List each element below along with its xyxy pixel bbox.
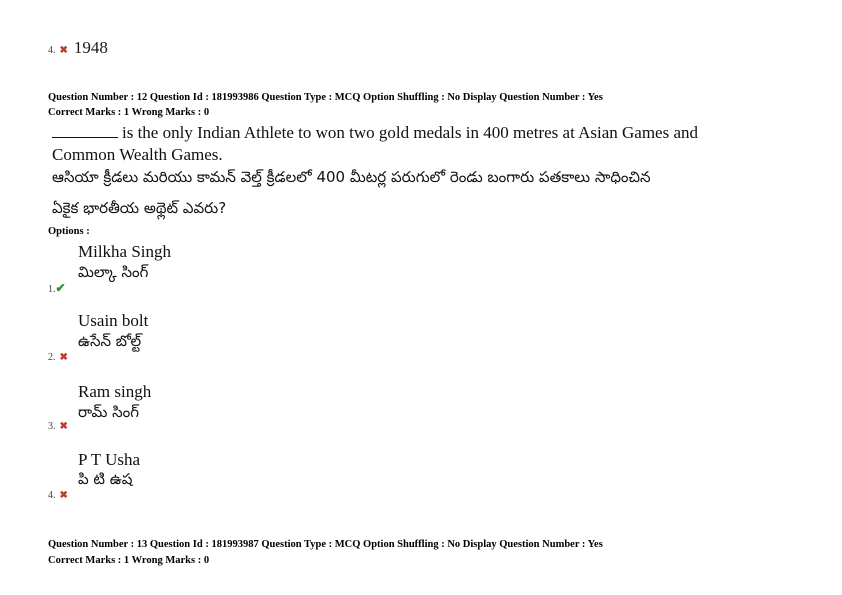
question-marks: Correct Marks : 1 Wrong Marks : 0 (48, 107, 210, 118)
question-text-en-line1: is the only Indian Athlete to won two gold medals in 400 metres at Asian Games and (52, 122, 698, 143)
option-text: 1948 (73, 38, 108, 57)
option-4-en: P T Usha (78, 450, 141, 469)
prev-option (48, 38, 108, 58)
options-label: Options : (48, 226, 90, 237)
check-icon: ✔ (55, 281, 66, 295)
option-3-te: రామ్ సింగ్ (78, 403, 140, 421)
cross-icon: ✖ (59, 45, 68, 56)
option-4-te: పి టి ఉష (78, 470, 133, 488)
option-2-te: ఉసేన్ బోల్ట్ (78, 332, 142, 350)
question-marks: Correct Marks : 1 Wrong Marks : 0 (48, 555, 210, 566)
option-1-marker: 1.✔ (48, 281, 66, 295)
cross-icon: ✖ (59, 490, 68, 501)
option-3-marker: 3. ✖ (48, 421, 68, 432)
option-3-en: Ram singh (78, 382, 152, 401)
option-2-en: Usain bolt (78, 311, 149, 330)
option-1-en: Milkha Singh (78, 242, 172, 261)
answer-blank (52, 123, 118, 138)
option-1-te: మిల్కా సింగ్ (78, 263, 149, 281)
question-text-en-line2: Common Wealth Games. (52, 145, 223, 164)
option-4-marker: 4. ✖ (48, 490, 68, 501)
cross-icon: ✖ (59, 352, 68, 363)
question-text-te-line1: ఆసియా క్రీడలు మరియు కామన్ వెల్త్ క్రీడలలో 400 మీటర్ల పరుగులో రెండు బంగారు పతకాలు సాధించిన (52, 168, 651, 186)
question-meta: Question Number : 13 Question Id : 181993987 Question Type : MCQ Option Shuffling : No Display Question Number : Yes (48, 539, 603, 550)
question-meta: Question Number : 12 Question Id : 181993986 Question Type : MCQ Option Shuffling : No Display Question Number : Yes (48, 92, 603, 103)
cross-icon: ✖ (59, 421, 68, 432)
option-2-marker: 2. ✖ (48, 352, 68, 363)
question-text-te-line2: ఏకైక భారతీయ అథ్లెట్ ఎవరు? (52, 199, 227, 217)
option-number: 4. (48, 45, 56, 56)
